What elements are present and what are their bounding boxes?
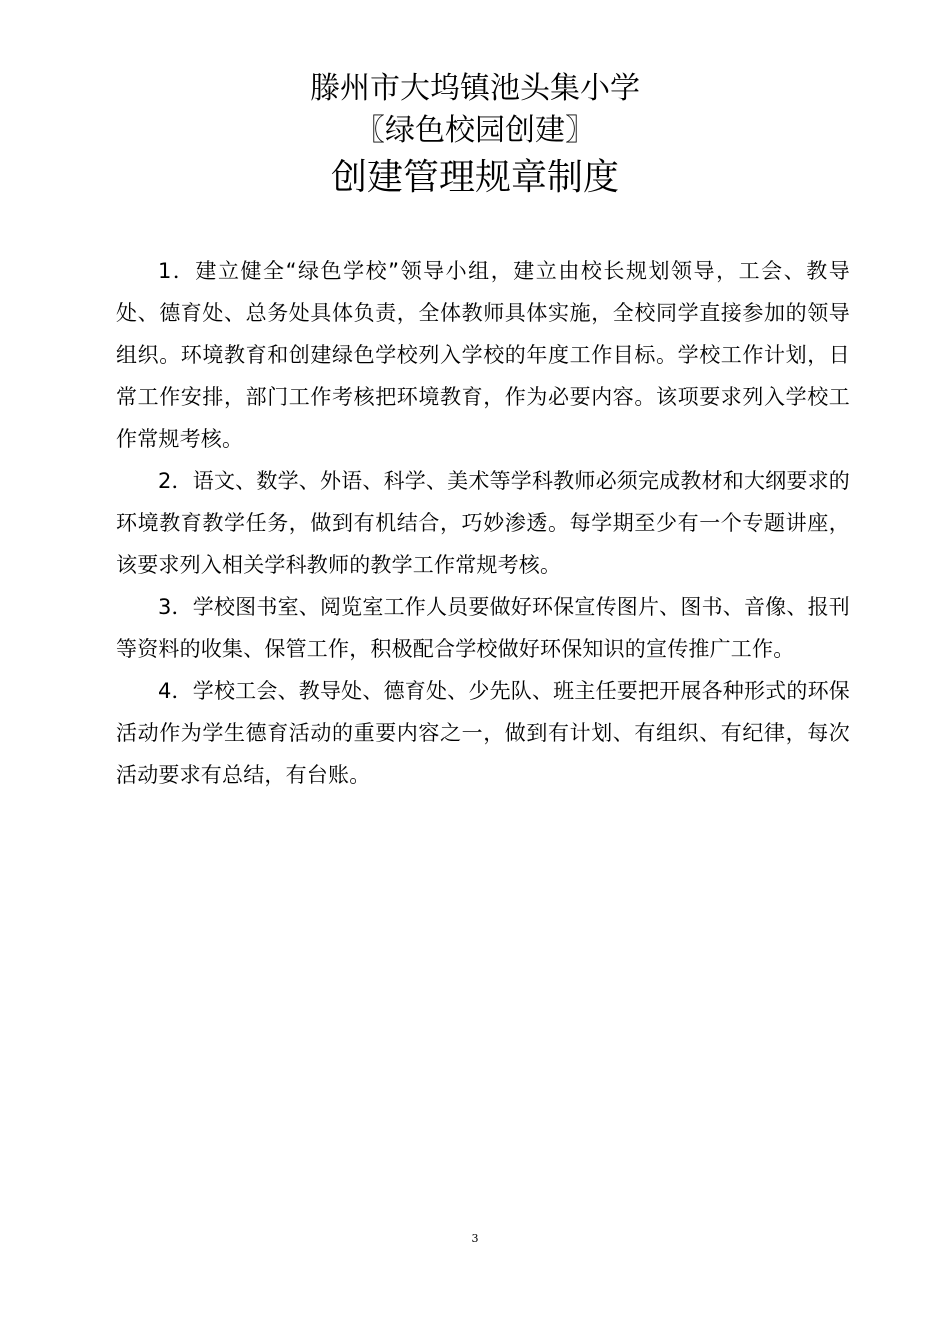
page-number: 3 (471, 1232, 479, 1245)
paragraph-3: 3．学校图书室、阅览室工作人员要做好环保宣传图片、图书、音像、报刊等资料的收集、保管工作，积极配合学校做好环保知识的宣传推广工作。 (116, 595, 850, 661)
school-name-heading: 滕州市大坞镇池头集小学 (310, 71, 640, 106)
paragraph-4: 4．学校工会、教导处、德育处、少先队、班主任要把开展各种形式的环保活动作为学生德育活动的重要内容之一，做到有计划、有组织、有纪律，每次活动要求有总结，有台账。 (116, 679, 850, 787)
campaign-heading: 〖绿色校园创建〗 (355, 113, 595, 148)
paragraph-2: 2．语文、数学、外语、科学、美术等学科教师必须完成教材和大纲要求的环境教育教学任务，做到有机结合，巧妙渗透。每学期至少有一个专题讲座，该要求列入相关学科教师的教学工作常规考核。 (116, 469, 850, 577)
regulations-heading: 创建管理规章制度 (330, 157, 619, 198)
paragraph-1: 1．建立健全“绿色学校”领导小组，建立由校长规划领导，工会、教导处、德育处、总务处具体负责，全体教师具体实施，全校同学直接参加的领导组织。环境教育和创建绿色学校列入学校的年度工作目标。学校工作计划，日常工作安排，部门工作考核把环境教育，作为必要内容。该项要求列入学校工作常规考核。 (116, 259, 850, 451)
document-title (0, 68, 950, 202)
document-body (116, 250, 850, 796)
